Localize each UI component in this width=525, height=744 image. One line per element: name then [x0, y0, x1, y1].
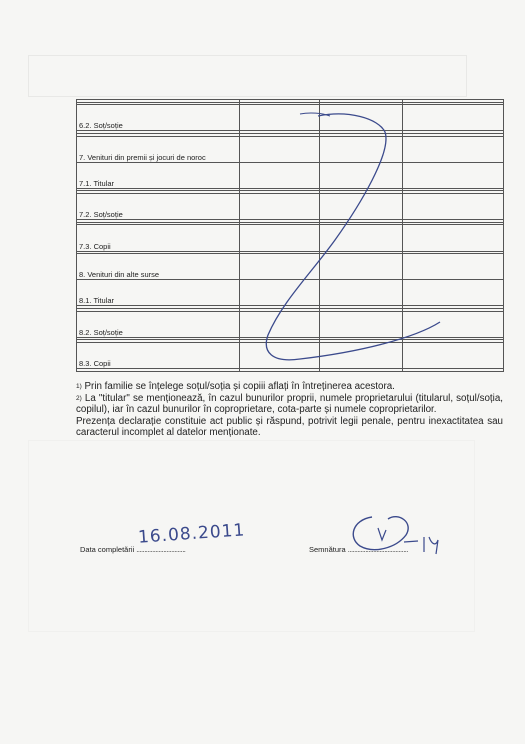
signature-label: Semnătura	[309, 545, 346, 554]
row-label: 7.2. Soț/soție	[77, 194, 240, 220]
footnote-2: $^{2)}$ La "titular" se menționează, în cazul bunurilor proprii, numele proprietarului (titularul, soțul/soția, copilul), iar în cazul bunurilor în coproprietare, cota-parte și numele coproprietarilor.	[76, 392, 503, 415]
declaration-text: Prezența declarație constituie act public și răspund, potrivit legii penale, pentru inexactitatea sau caracterul incomplet al datelor menționate.	[76, 415, 503, 438]
handwritten-date: 16.08.2011	[137, 520, 246, 548]
date-label: Data completării	[80, 545, 135, 554]
row-label: 6.2. Soț/soție	[77, 105, 240, 131]
row-label: 7.1. Titular	[77, 162, 240, 188]
row-label: 7. Venituri din premii și jocuri de noroc	[77, 136, 240, 162]
footnote-1: $^{1)}$ Prin familie se înțelege soțul/soția și copiii aflați în întreținerea acestora.	[76, 381, 395, 392]
row-label: 8.3. Copii	[77, 343, 240, 369]
row-label: 8.2. Soț/soție	[77, 311, 240, 337]
row-label: 7.3. Copii	[77, 225, 240, 251]
date-dots: ...............................	[136, 545, 186, 554]
row-label: 8.1. Titular	[77, 280, 240, 306]
row-label: 8. Venituri din alte surse	[77, 254, 240, 280]
signature-dots: ......................................	[347, 545, 408, 554]
